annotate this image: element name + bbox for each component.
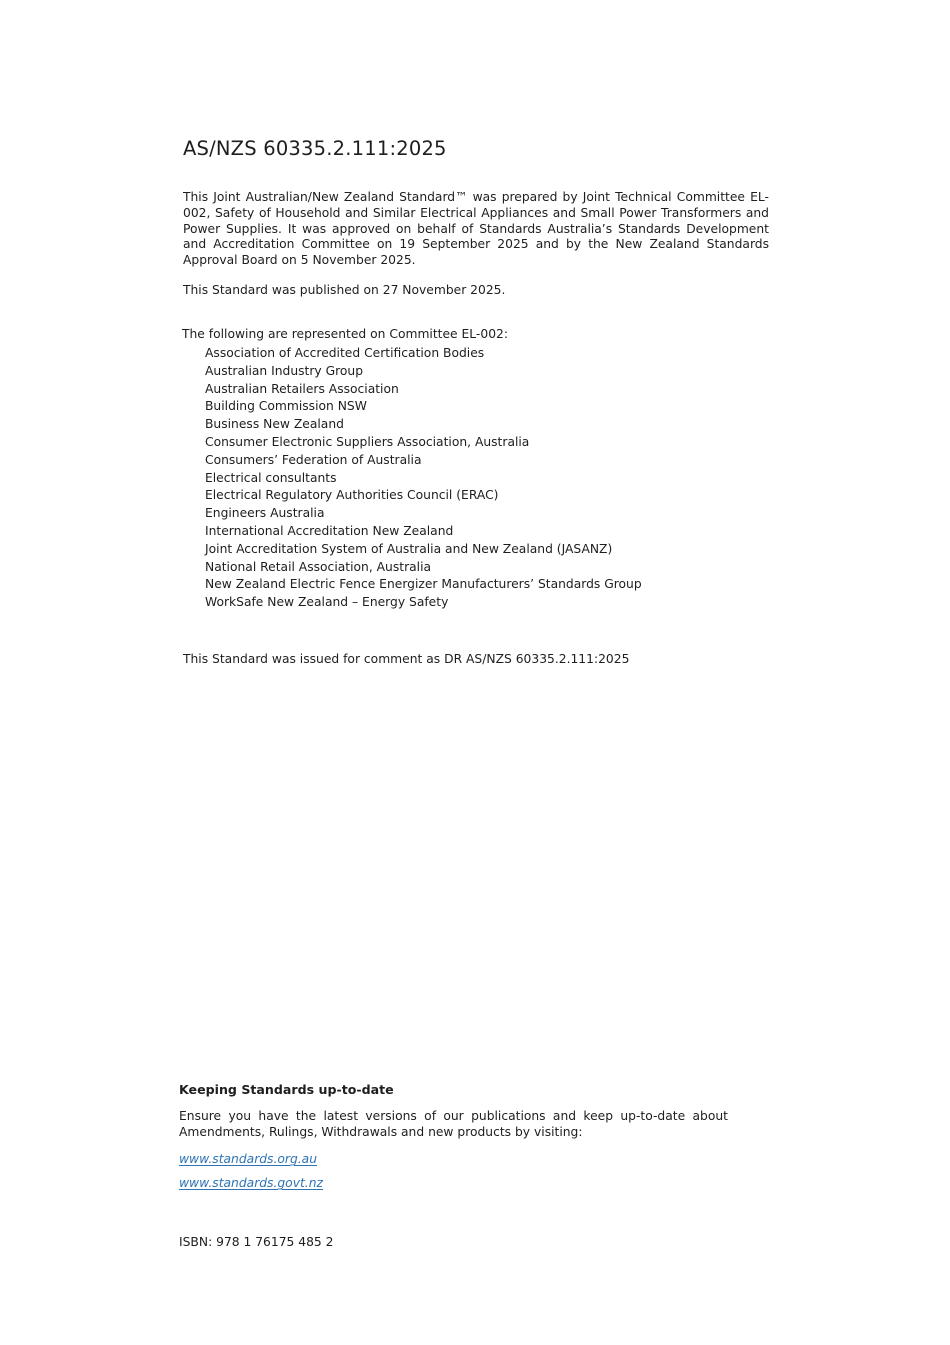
committee-member-item: New Zealand Electric Fence Energizer Manufacturers’ Standards Group — [205, 577, 642, 592]
committee-member-item: National Retail Association, Australia — [205, 559, 432, 574]
committee-member-item: Consumers’ Federation of Australia — [205, 452, 422, 467]
committee-member-item: International Accreditation New Zealand — [205, 523, 454, 538]
committee-member-item: Australian Retailers Association — [205, 381, 399, 396]
committee-member-item: Electrical consultants — [205, 470, 337, 485]
standard-number-title: AS/NZS 60335.2.111:2025 — [183, 137, 447, 160]
committee-member-item: Building Commission NSW — [205, 399, 367, 414]
committee-preparation-paragraph: This Joint Australian/New Zealand Standard™ was prepared by Joint Technical Committee EL-002, Safety of Household and Similar Electrical Appliances and Small Power Transformers and Power Supplies. It was approved on behalf of Standards Australia’s Standards Development and Accreditation Committee on 19 September 2025 and by the New Zealand Standards Approval Board on 5 November 2025. — [183, 190, 769, 268]
publication-date-line: This Standard was published on 27 November 2025. — [183, 283, 506, 297]
standards-org-au-link[interactable]: www.standards.org.au — [179, 1152, 317, 1166]
committee-list-intro: The following are represented on Committee EL-002: — [182, 327, 508, 341]
issued-for-comment-line: This Standard was issued for comment as DR AS/NZS 60335.2.111:2025 — [183, 652, 630, 666]
committee-member-item: Electrical Regulatory Authorities Council (ERAC) — [205, 488, 499, 503]
keeping-standards-heading: Keeping Standards up-to-date — [179, 1082, 394, 1097]
standards-govt-nz-link[interactable]: www.standards.govt.nz — [179, 1176, 323, 1190]
isbn-line: ISBN: 978 1 76175 485 2 — [179, 1235, 334, 1249]
committee-member-item: WorkSafe New Zealand – Energy Safety — [205, 595, 449, 610]
committee-member-item: Australian Industry Group — [205, 363, 364, 378]
keeping-standards-body: Ensure you have the latest versions of our publications and keep up-to-date about Amendments, Rulings, Withdrawals and new products by visiting: — [179, 1109, 728, 1139]
committee-member-list — [205, 345, 765, 612]
committee-member-item: Association of Accredited Certification Bodies — [205, 346, 485, 360]
committee-member-item: Joint Accreditation System of Australia and New Zealand (JASANZ) — [205, 541, 613, 556]
committee-member-item: Business New Zealand — [205, 417, 344, 432]
committee-member-item: Consumer Electronic Suppliers Association, Australia — [205, 434, 530, 449]
committee-member-item: Engineers Australia — [205, 506, 325, 521]
